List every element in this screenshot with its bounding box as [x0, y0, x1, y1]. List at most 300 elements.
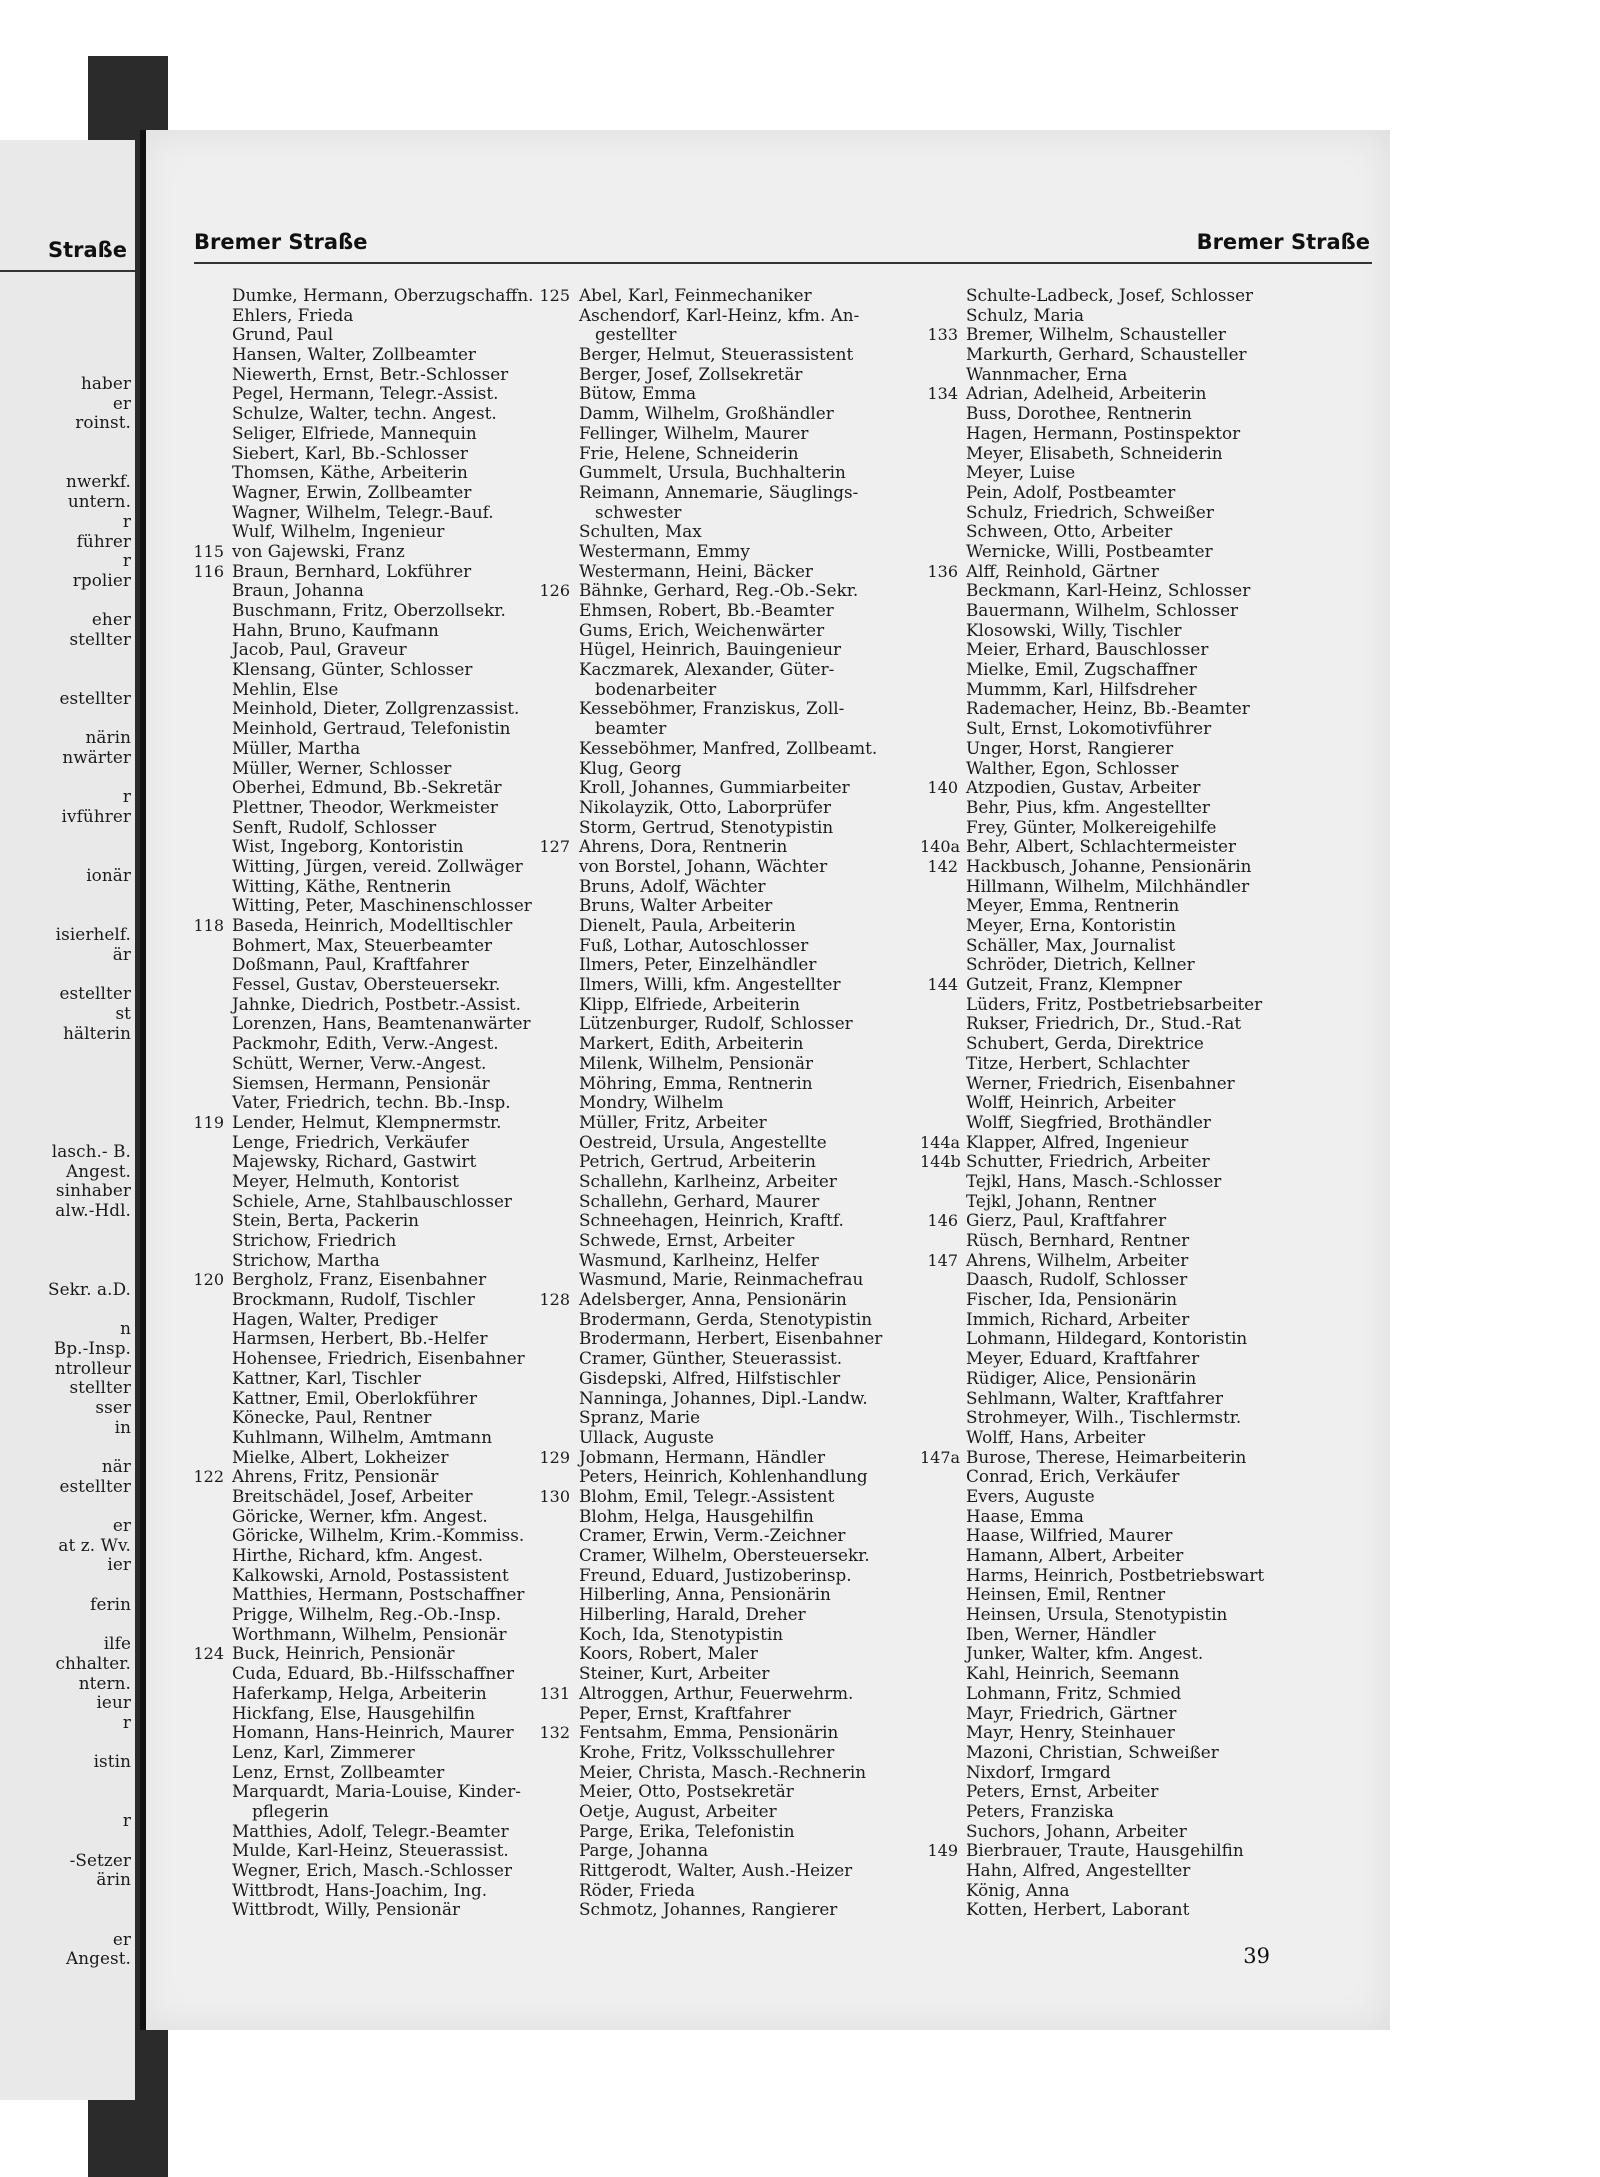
- resident-entry: Lohmann, Hildegard, Kontoristin: [966, 1328, 1248, 1349]
- entry-continuation: schwester: [595, 501, 682, 522]
- resident-entry: Röder, Frieda: [579, 1879, 695, 1900]
- left-page-header: Straße: [47, 238, 127, 262]
- directory-entry: [535, 1487, 923, 1507]
- resident-entry: Wasmund, Marie, Reinmachefrau: [579, 1269, 864, 1290]
- directory-entry: [535, 325, 923, 345]
- directory-entry: [920, 1349, 1390, 1369]
- resident-entry: Wernicke, Willi, Postbeamter: [966, 540, 1213, 561]
- directory-entry: [140, 1605, 532, 1625]
- resident-entry: Meyer, Emma, Rentnerin: [966, 895, 1180, 916]
- resident-entry: Hagen, Walter, Prediger: [232, 1308, 438, 1329]
- resident-entry: Wagner, Erwin, Zollbeamter: [232, 481, 472, 502]
- resident-entry: Kattner, Karl, Tischler: [232, 1367, 421, 1388]
- directory-entry: [140, 1704, 532, 1724]
- directory-entry: [920, 1763, 1390, 1783]
- left-fragment: ntern.: [78, 1672, 131, 1693]
- resident-entry: Oetje, August, Arbeiter: [579, 1800, 777, 1821]
- resident-entry: Schmotz, Johannes, Rangierer: [579, 1899, 838, 1920]
- left-fragment: stellter: [69, 628, 131, 649]
- directory-entry: [535, 1270, 923, 1290]
- left-fragment: ivführer: [61, 806, 131, 827]
- resident-entry: Möhring, Emma, Rentnerin: [579, 1072, 813, 1093]
- directory-entry: [140, 1487, 532, 1507]
- directory-entry: [920, 1113, 1390, 1133]
- directory-entry: [140, 1684, 532, 1704]
- resident-entry: Hügel, Heinrich, Bauingenieur: [579, 639, 842, 660]
- directory-entry: [535, 1684, 923, 1704]
- house-number: 140a: [920, 837, 961, 857]
- resident-entry: Meinhold, Gertraud, Telefonistin: [232, 718, 511, 739]
- directory-entry: [535, 1841, 923, 1861]
- resident-entry: Cuda, Eduard, Bb.-Hilfsschaffner: [232, 1663, 515, 1684]
- resident-entry: Bremer, Wilhelm, Schausteller: [966, 324, 1226, 345]
- directory-entry: [920, 621, 1390, 641]
- resident-entry: Blohm, Helga, Hausgehilfin: [579, 1505, 814, 1526]
- directory-entry: [920, 778, 1390, 798]
- house-number: 142: [927, 856, 958, 876]
- resident-entry: Prigge, Wilhelm, Reg.-Ob.-Insp.: [232, 1604, 502, 1625]
- left-fragment: nwerkf.: [66, 471, 131, 492]
- directory-entry: [140, 424, 532, 444]
- resident-entry: Niewerth, Ernst, Betr.-Schlosser: [232, 363, 509, 384]
- resident-entry: Packmohr, Edith, Verw.-Angest.: [232, 1033, 499, 1054]
- resident-entry: Hamann, Albert, Arbeiter: [966, 1545, 1184, 1565]
- house-number: 144a: [920, 1132, 961, 1152]
- resident-entry: Meyer, Eduard, Kraftfahrer: [966, 1348, 1200, 1369]
- directory-entry: [535, 719, 923, 739]
- directory-entry: [920, 1133, 1390, 1153]
- left-fragment: sser: [95, 1396, 131, 1417]
- resident-entry: Matthies, Adolf, Telegr.-Beamter: [232, 1820, 509, 1841]
- directory-entry: [920, 1172, 1390, 1192]
- left-fragment: r: [122, 786, 131, 807]
- resident-entry: Meyer, Helmuth, Kontorist: [232, 1170, 459, 1191]
- directory-entry: [140, 896, 532, 916]
- directory-entry: [535, 1428, 923, 1448]
- directory-entry: [535, 1408, 923, 1428]
- directory-entry: [920, 1448, 1390, 1468]
- resident-entry: Werner, Friedrich, Eisenbahner: [966, 1072, 1235, 1093]
- gutter-line: [140, 130, 146, 2030]
- directory-entry: [140, 1152, 532, 1172]
- left-fragment: är: [112, 944, 131, 964]
- resident-entry: Baseda, Heinrich, Modelltischler: [232, 915, 513, 935]
- directory-entry: [140, 1310, 532, 1330]
- resident-entry: Schallehn, Karlheinz, Arbeiter: [579, 1170, 837, 1191]
- resident-entry: Siemsen, Hermann, Pensionär: [232, 1072, 490, 1093]
- directory-entry: [920, 306, 1390, 326]
- directory-entry: [140, 1782, 532, 1802]
- resident-entry: Meyer, Luise: [966, 462, 1076, 483]
- resident-entry: Fentsahm, Emma, Pensionärin: [579, 1722, 839, 1743]
- directory-entry: [140, 798, 532, 818]
- directory-entry: [140, 1428, 532, 1448]
- directory-entry: [920, 1743, 1390, 1763]
- resident-entry: Bauermann, Wilhelm, Schlosser: [966, 600, 1239, 620]
- resident-entry: Ehlers, Frieda: [232, 304, 354, 325]
- resident-entry: Parge, Erika, Telefonistin: [579, 1820, 795, 1841]
- resident-entry: Schulz, Maria: [966, 304, 1084, 325]
- directory-entry: [920, 1487, 1390, 1507]
- resident-entry: Lender, Helmut, Klempnermstr.: [232, 1111, 502, 1132]
- left-fragment: sinhaber: [55, 1180, 131, 1201]
- directory-entry: [140, 1014, 532, 1034]
- resident-entry: Bruns, Walter Arbeiter: [579, 895, 773, 916]
- resident-entry: Bergholz, Franz, Eisenbahner: [232, 1269, 487, 1290]
- directory-entry: [920, 1290, 1390, 1310]
- directory-entry: [535, 1034, 923, 1054]
- house-number: 125: [539, 286, 570, 305]
- directory-entry: [920, 1093, 1390, 1113]
- resident-entry: Schulten, Max: [579, 521, 702, 542]
- directory-entry: [535, 1664, 923, 1684]
- left-fragment: lasch.- B.: [51, 1140, 131, 1161]
- directory-entry: [535, 837, 923, 857]
- resident-entry: Klug, Georg: [579, 757, 682, 778]
- directory-entry: [140, 404, 532, 424]
- directory-entry: [920, 759, 1390, 779]
- directory-entry: [920, 1841, 1390, 1861]
- resident-entry: Brodermann, Gerda, Stenotypistin: [579, 1308, 873, 1329]
- directory-entry: [140, 680, 532, 700]
- directory-entry: [920, 365, 1390, 385]
- resident-entry: Haase, Emma: [966, 1505, 1084, 1526]
- left-fragment: Angest.: [66, 1160, 131, 1181]
- resident-entry: Mielke, Emil, Zugschaffner: [966, 659, 1197, 680]
- resident-entry: Rademacher, Heinz, Bb.-Beamter: [966, 698, 1250, 719]
- directory-entry: [535, 1211, 923, 1231]
- column-1: [140, 286, 532, 1920]
- resident-entry: Junker, Walter, kfm. Angest.: [966, 1643, 1204, 1664]
- resident-entry: Jahnke, Diedrich, Postbetr.-Assist.: [232, 993, 521, 1014]
- resident-entry: Heinsen, Ursula, Stenotypistin: [966, 1604, 1228, 1625]
- directory-entry: [535, 424, 923, 444]
- directory-entry: [140, 621, 532, 641]
- resident-entry: Thomsen, Käthe, Arbeiterin: [232, 462, 468, 483]
- directory-entry: [920, 896, 1390, 916]
- left-page: [0, 140, 135, 2100]
- resident-entry: Conrad, Erich, Verkäufer: [966, 1466, 1180, 1487]
- directory-entry: [535, 601, 923, 621]
- resident-entry: Fessel, Gustav, Obersteuersekr.: [232, 974, 501, 995]
- resident-entry: Kahl, Heinrich, Seemann: [966, 1663, 1180, 1684]
- directory-entry: [140, 1211, 532, 1231]
- resident-entry: Schneehagen, Heinrich, Kraftf.: [579, 1210, 844, 1231]
- resident-entry: Klosowski, Willy, Tischler: [966, 619, 1182, 640]
- directory-entry: [140, 483, 532, 503]
- resident-entry: Witting, Peter, Maschinenschlosser: [232, 895, 532, 916]
- directory-entry: [920, 444, 1390, 464]
- resident-entry: von Gajewski, Franz: [232, 540, 405, 561]
- directory-entry: [920, 877, 1390, 897]
- directory-entry: [920, 1014, 1390, 1034]
- resident-entry: Strichow, Martha: [232, 1249, 380, 1270]
- resident-entry: Westermann, Emmy: [579, 540, 750, 561]
- resident-entry: Ahrens, Wilhelm, Arbeiter: [966, 1249, 1189, 1270]
- directory-entry: [535, 1644, 923, 1664]
- left-fragment: in: [114, 1416, 131, 1437]
- directory-entry: [535, 1014, 923, 1034]
- directory-entry: [140, 739, 532, 759]
- resident-entry: Marquardt, Maria-Louise, Kinder-: [232, 1781, 521, 1802]
- resident-entry: Adelsberger, Anna, Pensionärin: [579, 1289, 847, 1310]
- main-page: [140, 130, 1390, 2030]
- resident-entry: Bütow, Emma: [579, 383, 697, 404]
- left-fragment: ilfe: [103, 1633, 131, 1654]
- resident-entry: Peper, Ernst, Kraftfahrer: [579, 1702, 791, 1723]
- directory-entry: [920, 719, 1390, 739]
- directory-entry: [535, 1507, 923, 1527]
- directory-entry: [140, 660, 532, 680]
- left-fragment: nwärter: [62, 747, 131, 768]
- directory-entry: [535, 306, 923, 326]
- resident-entry: Plettner, Theodor, Werkmeister: [232, 796, 498, 817]
- directory-entry: [535, 1152, 923, 1172]
- house-number: 119: [193, 1112, 224, 1132]
- resident-entry: Kaczmarek, Alexander, Güter-: [579, 659, 835, 680]
- directory-entry: [920, 916, 1390, 936]
- directory-entry: [535, 1900, 923, 1920]
- resident-entry: Hickfang, Else, Hausgehilfin: [232, 1702, 476, 1723]
- directory-entry: [535, 404, 923, 424]
- resident-entry: Steiner, Kurt, Arbeiter: [579, 1663, 770, 1684]
- directory-entry: [140, 759, 532, 779]
- resident-entry: Frey, Günter, Molkereigehilfe: [966, 816, 1217, 837]
- directory-entry: [140, 1585, 532, 1605]
- resident-entry: Braun, Johanna: [232, 580, 364, 601]
- resident-entry: Cramer, Wilhelm, Obersteuersekr.: [579, 1545, 870, 1565]
- directory-entry: [140, 916, 532, 936]
- directory-entry: [535, 1822, 923, 1842]
- house-number: 146: [927, 1211, 958, 1231]
- directory-entry: [140, 1526, 532, 1546]
- directory-entry: [140, 995, 532, 1015]
- directory-entry: [140, 325, 532, 345]
- directory-entry: [140, 1841, 532, 1861]
- resident-entry: Hilberling, Anna, Pensionärin: [579, 1584, 831, 1605]
- left-fragment: ier: [107, 1554, 131, 1575]
- resident-entry: Meyer, Erna, Kontoristin: [966, 915, 1176, 935]
- directory-entry: [920, 325, 1390, 345]
- resident-entry: Brockmann, Rudolf, Tischler: [232, 1289, 475, 1310]
- directory-entry: [535, 1782, 923, 1802]
- running-head-right: Bremer Straße: [1196, 230, 1370, 254]
- directory-entry: [920, 955, 1390, 975]
- directory-entry: [140, 306, 532, 326]
- resident-entry: Heinsen, Emil, Rentner: [966, 1584, 1166, 1605]
- resident-entry: Bohmert, Max, Steuerbeamter: [232, 934, 493, 955]
- left-fragment: isierhelf.: [55, 924, 131, 945]
- directory-entry: [140, 1054, 532, 1074]
- resident-entry: Koch, Ida, Stenotypistin: [579, 1623, 784, 1644]
- directory-entry: [920, 1546, 1390, 1566]
- resident-entry: Müller, Werner, Schlosser: [232, 757, 452, 778]
- resident-entry: Frie, Helene, Schneiderin: [579, 442, 799, 463]
- directory-entry: [920, 818, 1390, 838]
- directory-entry: [920, 345, 1390, 365]
- directory-entry: [140, 1664, 532, 1684]
- directory-entry: [140, 1329, 532, 1349]
- left-fragment: -Setzer: [69, 1849, 131, 1870]
- directory-entry: [920, 1074, 1390, 1094]
- resident-entry: Reimann, Annemarie, Säuglings-: [579, 481, 859, 502]
- resident-entry: Wolff, Hans, Arbeiter: [966, 1426, 1146, 1447]
- directory-entry: [920, 1664, 1390, 1684]
- house-number: 118: [193, 916, 224, 935]
- directory-entry: [920, 1723, 1390, 1743]
- directory-entry: [920, 1900, 1390, 1920]
- directory-entry: [535, 975, 923, 995]
- directory-entry: [920, 601, 1390, 621]
- directory-entry: [140, 1566, 532, 1586]
- directory-entry: [535, 818, 923, 838]
- left-fragment: r: [122, 510, 131, 531]
- left-fragment: alw.-Hdl.: [55, 1199, 131, 1220]
- left-fragment: estellter: [59, 1475, 131, 1496]
- directory-entry: [140, 1467, 532, 1487]
- resident-entry: Doßmann, Paul, Kraftfahrer: [232, 954, 469, 975]
- resident-entry: Witting, Käthe, Rentnerin: [232, 875, 452, 896]
- left-fragment: rpolier: [72, 569, 131, 590]
- directory-entry: [535, 384, 923, 404]
- resident-entry: Haferkamp, Helga, Arbeiterin: [232, 1682, 487, 1703]
- resident-entry: Mazoni, Christian, Schweißer: [966, 1741, 1219, 1762]
- directory-entry: [920, 286, 1390, 306]
- resident-entry: Koors, Robert, Maler: [579, 1643, 758, 1664]
- resident-entry: Mielke, Albert, Lokheizer: [232, 1446, 449, 1467]
- resident-entry: Berger, Helmut, Steuerassistent: [579, 344, 854, 365]
- resident-entry: Grund, Paul: [232, 324, 334, 345]
- directory-entry: [535, 1133, 923, 1153]
- house-number: 144: [927, 975, 958, 995]
- house-number: 130: [539, 1486, 570, 1506]
- left-fragment: Sekr. a.D.: [48, 1278, 131, 1299]
- directory-entry: [920, 739, 1390, 759]
- directory-entry: [535, 739, 923, 759]
- resident-entry: Vater, Friedrich, techn. Bb.-Insp.: [232, 1092, 511, 1113]
- left-page-fragments: [0, 140, 135, 2100]
- resident-entry: Krohe, Fritz, Volksschullehrer: [579, 1741, 835, 1762]
- directory-entry: [535, 916, 923, 936]
- directory-entry: [535, 1349, 923, 1369]
- resident-entry: Evers, Auguste: [966, 1485, 1095, 1506]
- resident-entry: Buss, Dorothee, Rentnerin: [966, 403, 1192, 424]
- left-fragment: er: [112, 1928, 131, 1949]
- resident-entry: Suchors, Johann, Arbeiter: [966, 1820, 1187, 1841]
- resident-entry: Buschmann, Fritz, Oberzollsekr.: [232, 600, 506, 620]
- left-fragment: hälterin: [63, 1022, 131, 1043]
- directory-entry: [920, 1861, 1390, 1881]
- directory-entry: [920, 581, 1390, 601]
- directory-entry: [140, 1448, 532, 1468]
- directory-entry: [535, 660, 923, 680]
- left-fragment: untern.: [67, 491, 131, 512]
- directory-entry: [920, 1428, 1390, 1448]
- directory-entry: [140, 384, 532, 404]
- directory-entry: [535, 1172, 923, 1192]
- resident-entry: Freund, Eduard, Justizoberinsp.: [579, 1564, 852, 1585]
- house-number: 140: [927, 778, 958, 798]
- resident-entry: Tejkl, Hans, Masch.-Schlosser: [966, 1170, 1222, 1191]
- page-number: 39: [1243, 1944, 1270, 1968]
- resident-entry: Stein, Berta, Packerin: [232, 1210, 419, 1231]
- resident-entry: Rukser, Friedrich, Dr., Stud.-Rat: [966, 1013, 1242, 1034]
- directory-entry: [535, 1054, 923, 1074]
- left-fragment: r: [122, 1810, 131, 1831]
- house-number: 147: [927, 1250, 958, 1270]
- resident-entry: Brodermann, Herbert, Eisenbahner: [579, 1328, 883, 1349]
- resident-entry: Hansen, Walter, Zollbeamter: [232, 344, 476, 365]
- left-fragment: närin: [85, 727, 131, 748]
- resident-entry: Schubert, Gerda, Direktrice: [966, 1033, 1204, 1054]
- directory-entry: [535, 503, 923, 523]
- directory-entry: [920, 1526, 1390, 1546]
- directory-entry: [535, 1763, 923, 1783]
- resident-entry: Abel, Karl, Feinmechaniker: [579, 285, 812, 305]
- resident-entry: Gutzeit, Franz, Klempner: [966, 974, 1182, 995]
- resident-entry: Göricke, Wilhelm, Krim.-Kommiss.: [232, 1525, 525, 1546]
- directory-entry: [140, 1802, 532, 1822]
- resident-entry: Cramer, Erwin, Verm.-Zeichner: [579, 1525, 846, 1546]
- directory-entry: [920, 1211, 1390, 1231]
- house-number: 133: [927, 325, 958, 345]
- header-rule: [194, 262, 1372, 264]
- resident-entry: Bierbrauer, Traute, Hausgehilfin: [966, 1840, 1244, 1861]
- directory-entry: [920, 660, 1390, 680]
- resident-entry: Peters, Heinrich, Kohlenhandlung: [579, 1466, 868, 1487]
- resident-entry: Gummelt, Ursula, Buchhalterin: [579, 462, 846, 483]
- directory-entry: [920, 1192, 1390, 1212]
- resident-entry: Aschendorf, Karl-Heinz, kfm. An-: [579, 304, 860, 325]
- left-fragment: eher: [91, 609, 131, 630]
- house-number: 136: [927, 561, 958, 581]
- resident-entry: Wittbrodt, Willy, Pensionär: [232, 1899, 460, 1920]
- house-number: 147a: [920, 1447, 961, 1467]
- directory-entry: [920, 680, 1390, 700]
- resident-entry: Meinhold, Dieter, Zollgrenzassist.: [232, 698, 520, 719]
- directory-entry: [140, 1349, 532, 1369]
- resident-entry: Kotten, Herbert, Laborant: [966, 1899, 1190, 1920]
- directory-entry: [140, 463, 532, 483]
- directory-entry: [535, 1310, 923, 1330]
- directory-entry: [140, 778, 532, 798]
- resident-entry: Hahn, Bruno, Kaufmann: [232, 619, 439, 640]
- directory-entry: [535, 1566, 923, 1586]
- resident-entry: Ullack, Auguste: [579, 1426, 714, 1447]
- resident-entry: Wegner, Erich, Masch.-Schlosser: [232, 1860, 513, 1880]
- resident-entry: Fellinger, Wilhelm, Maurer: [579, 422, 809, 443]
- directory-entry: [920, 1034, 1390, 1054]
- house-number: 124: [193, 1644, 224, 1664]
- directory-entry: [920, 542, 1390, 562]
- column-2: [535, 286, 923, 1920]
- resident-entry: Ehmsen, Robert, Bb.-Beamter: [579, 600, 834, 620]
- resident-entry: Ilmers, Willi, kfm. Angestellter: [579, 974, 841, 995]
- left-fragment: ionär: [86, 865, 131, 886]
- directory-entry: [535, 1369, 923, 1389]
- directory-entry: [920, 1467, 1390, 1487]
- resident-entry: Hagen, Hermann, Postinspektor: [966, 422, 1241, 443]
- directory-entry: [140, 955, 532, 975]
- resident-entry: Kattner, Emil, Oberlokführer: [232, 1387, 478, 1408]
- directory-entry: [535, 1389, 923, 1409]
- entry-continuation: bodenarbeiter: [595, 678, 717, 699]
- directory-entry: [535, 542, 923, 562]
- resident-entry: Schwede, Ernst, Arbeiter: [579, 1230, 795, 1250]
- directory-entry: [140, 1192, 532, 1212]
- resident-entry: Peters, Ernst, Arbeiter: [966, 1781, 1159, 1802]
- resident-entry: Behr, Pius, kfm. Angestellter: [966, 796, 1210, 817]
